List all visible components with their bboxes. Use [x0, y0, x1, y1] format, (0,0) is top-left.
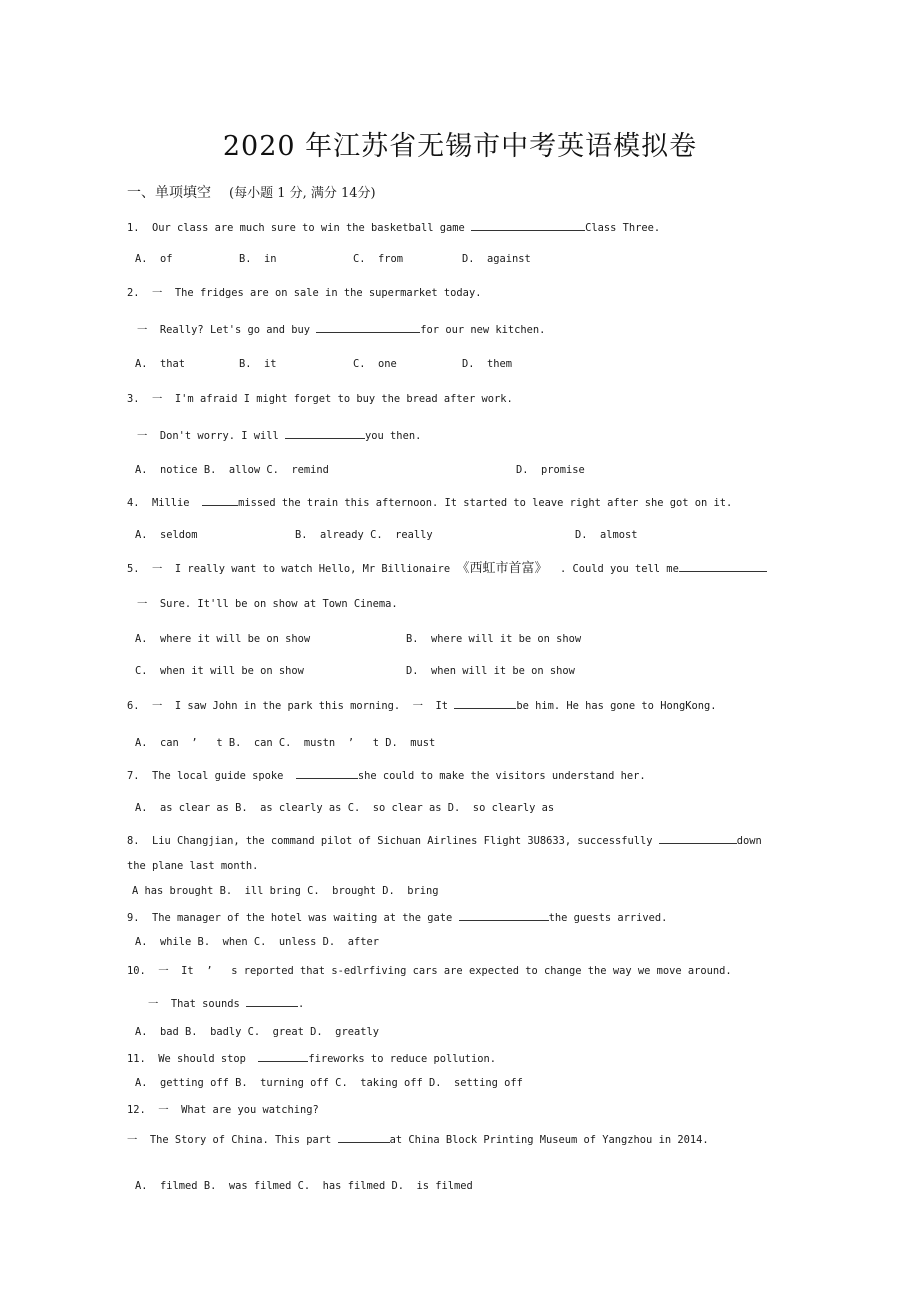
question-2: 2. 一 The fridges are on sale in the supermarket today. [127, 287, 482, 299]
question-11-options: A. getting off B. turning off C. taking off D. setting off [135, 1077, 523, 1089]
question-11-text: 11. We should stop [127, 1053, 259, 1065]
question-2-reply-text: 一 Really? Let's go and buy [137, 324, 317, 336]
question-10: 10. 一 It ’ s reported that s-edlrfiving cars are expected to change the way we move around. [127, 965, 732, 977]
question-12-reply-end: at China Block Printing Museum of Yangzhou in 2014. [389, 1134, 709, 1146]
question-12: 12. 一 What are you watching? [127, 1104, 319, 1116]
option-b: B. in [239, 253, 277, 265]
question-10-reply-end: . [297, 998, 305, 1010]
question-3-reply-end: you then. [365, 430, 422, 442]
question-12-reply-text: 一 The Story of China. This part [127, 1134, 338, 1146]
question-8-continued: the plane last month. [127, 860, 259, 872]
question-9-text-end: the guests arrived. [548, 912, 668, 924]
question-4 [127, 495, 732, 510]
answer-blank [316, 322, 420, 333]
option-d: D. them [462, 358, 513, 370]
question-12-reply [127, 1132, 709, 1147]
question-3-reply-text: 一 Don't worry. I will [137, 430, 286, 442]
question-11 [127, 1051, 496, 1066]
answer-blank [659, 833, 737, 844]
option-c: C. from [353, 253, 404, 265]
question-1 [127, 220, 660, 235]
page-title: 2020 年江苏省无锡市中考英语模拟卷 [222, 131, 698, 162]
question-8-options: A has brought B. ill bring C. brought D. bring [132, 885, 439, 897]
question-7 [127, 768, 646, 783]
section-note: (每小题 1 分, 满分 14分) [229, 186, 376, 201]
question-6-text: 6. 一 I saw John in the park this morning. 一 It [127, 700, 455, 712]
answer-blank [679, 561, 767, 572]
option-c: C. one [353, 358, 397, 370]
question-10-options: A. bad B. badly C. great D. greatly [135, 1026, 379, 1038]
question-5-text: 5. 一 I really want to watch Hello, Mr Billionaire [127, 563, 457, 575]
question-7-options: A. as clear as B. as clearly as C. so clear as D. so clearly as [135, 802, 555, 814]
answer-blank [202, 495, 238, 506]
option-d: D. against [462, 253, 531, 265]
option-d: D. promise [516, 464, 585, 476]
question-2-reply [137, 322, 545, 337]
question-7-text: 7. The local guide spoke [127, 770, 296, 782]
answer-blank [285, 428, 365, 439]
answer-blank [296, 768, 358, 779]
question-4-text: 4. Millie [127, 497, 203, 509]
section-title: 一、单项填空 [127, 185, 211, 201]
answer-blank [459, 910, 549, 921]
answer-blank [471, 220, 585, 231]
option-bc: B. already C. really [295, 529, 433, 541]
section-heading [127, 182, 376, 202]
question-10-reply-text: 一 That sounds [148, 998, 246, 1010]
question-6 [127, 698, 717, 713]
option-d: D. almost [575, 529, 638, 541]
option-b: B. it [239, 358, 277, 370]
question-11-text-end: fireworks to reduce pollution. [308, 1053, 497, 1065]
answer-blank [246, 996, 298, 1007]
answer-blank [258, 1051, 308, 1062]
question-7-text-end: she could to make the visitors understand her. [357, 770, 646, 782]
option-a: A. seldom [135, 529, 198, 541]
question-4-text-end: missed the train this afternoon. It started to leave right after she got on it. [238, 497, 733, 509]
question-9-text: 9. The manager of the hotel was waiting at the gate [127, 912, 459, 924]
question-2-reply-end: for our new kitchen. [420, 324, 546, 336]
question-8-text: 8. Liu Changjian, the command pilot of Sichuan Airlines Flight 3U8633, successfully [127, 835, 659, 847]
question-8 [127, 833, 762, 848]
question-5-reply: 一 Sure. It'll be on show at Town Cinema. [137, 598, 398, 610]
question-10-reply [148, 996, 304, 1011]
question-3-reply [137, 428, 421, 443]
option-a: A. that [135, 358, 186, 370]
movie-title-cn: 《西虹市首富》 [456, 561, 548, 576]
question-9-options: A. while B. when C. unless D. after [135, 936, 379, 948]
question-6-options: A. can ’ t B. can C. mustn ’ t D. must [135, 737, 436, 749]
option-a: A. where it will be on show [135, 633, 311, 645]
question-5 [127, 561, 767, 576]
answer-blank [454, 698, 516, 709]
question-6-text-end: be him. He has gone to HongKong. [516, 700, 717, 712]
option-d: D. when will it be on show [406, 665, 575, 677]
question-5-text-end: . Could you tell me [547, 563, 679, 575]
option-a: A. of [135, 253, 173, 265]
answer-blank [338, 1132, 390, 1143]
question-9 [127, 910, 667, 925]
question-12-options: A. filmed B. was filmed C. has filmed D. is filmed [135, 1180, 473, 1192]
question-8-text-end: down [736, 835, 762, 847]
question-1-text: 1. Our class are much sure to win the basketball game [127, 222, 472, 234]
question-3: 3. 一 I'm afraid I might forget to buy the bread after work. [127, 393, 513, 405]
option-b: B. where will it be on show [406, 633, 582, 645]
option-abc: A. notice B. allow C. remind [135, 464, 329, 476]
option-c: C. when it will be on show [135, 665, 304, 677]
question-1-text-end: Class Three. [585, 222, 661, 234]
